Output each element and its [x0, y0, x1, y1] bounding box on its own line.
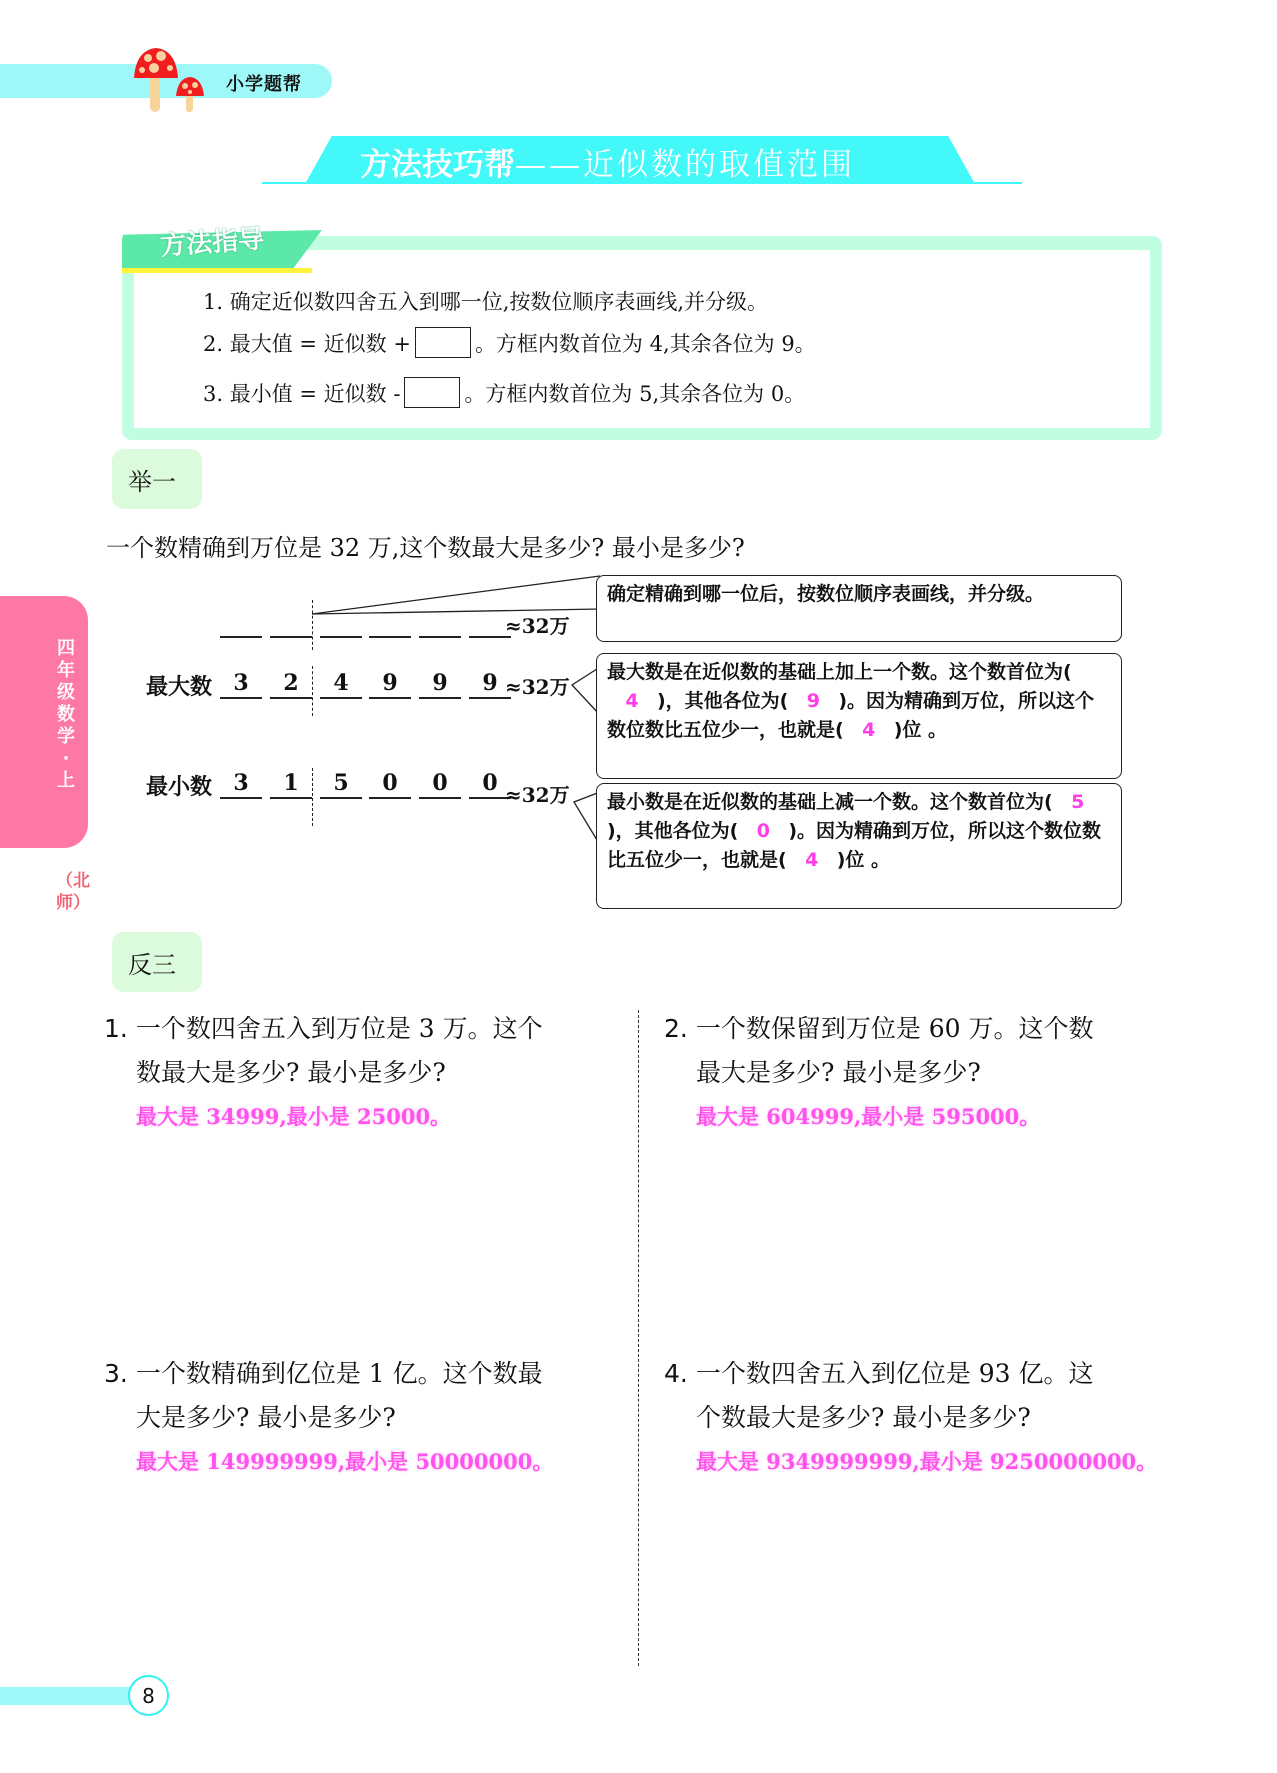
problem-text: 数最大是多少? 最小是多少? [136, 1058, 446, 1087]
method-line-1 [203, 286, 768, 316]
digit: 5 [333, 770, 349, 796]
digit-blank [419, 636, 461, 638]
callout-text: )。因为精确到万位，所以这个数位数比五位少一，也就是( [607, 690, 1095, 741]
digit: 9 [482, 670, 498, 696]
callout-min [596, 783, 1122, 909]
page-number: 8 [128, 1675, 169, 1716]
problem-answer: 最大是 604999,最小是 595000。 [696, 1104, 1041, 1129]
callout-text: )，其他各位为( [657, 690, 789, 712]
method-line-2-prefix: 2. 最大值 = 近似数 + [203, 331, 411, 356]
grade-label: 四年级数学·上 [57, 638, 75, 791]
method-tab-accent [122, 268, 312, 273]
callout-text: )位 。 [836, 849, 890, 871]
problem-number: 1. [104, 1014, 128, 1043]
digit: 3 [233, 670, 249, 696]
example-section-label: 举一 [112, 449, 202, 509]
method-line-2 [203, 327, 816, 358]
title-sub: 近似数的取值范围 [583, 147, 855, 183]
problem-text: 个数最大是多少? 最小是多少? [696, 1403, 1031, 1432]
digit-blank [270, 636, 312, 638]
digit: 0 [482, 770, 498, 796]
max-number-label: 最大数 [146, 675, 213, 700]
problem-text: 最大是多少? 最小是多少? [696, 1058, 981, 1087]
problem-answer: 最大是 149999999,最小是 50000000。 [136, 1449, 554, 1474]
callout-step1 [596, 575, 1122, 642]
digit-blank [320, 636, 362, 638]
problem-text: 大是多少? 最小是多少? [136, 1403, 396, 1432]
answer-value: 4 [862, 719, 876, 741]
divider-dashed [312, 768, 313, 826]
answer-value: 4 [625, 690, 639, 712]
digit-blank [320, 797, 362, 799]
blank-box [404, 377, 460, 408]
digit: 3 [233, 770, 249, 796]
digit-blank [369, 636, 411, 638]
digit-blank [270, 797, 312, 799]
problem-answer: 最大是 9349999999,最小是 9250000000。 [696, 1449, 1158, 1474]
problem-number: 2. [664, 1014, 688, 1043]
method-guide-label: 方法指导 [159, 224, 266, 262]
callout-text: )位 。 [893, 719, 947, 741]
page-bar [0, 1687, 134, 1705]
digit-blank [270, 697, 312, 699]
min-number-label: 最小数 [146, 775, 213, 800]
method-line-3 [203, 377, 805, 408]
callout-text: )。因为精确到万位，所以这个数位数比五位少一，也就是( [607, 820, 1102, 871]
approx-value: ≈32万 [505, 783, 570, 807]
callout-text: 最大数是在近似数的基础上加上一个数。这个数首位为( [607, 661, 1072, 683]
digit-blank [320, 697, 362, 699]
divider-dashed [312, 666, 313, 716]
digit-blank [419, 797, 461, 799]
digit: 2 [283, 670, 299, 696]
digit: 9 [382, 670, 398, 696]
problem-number: 3. [104, 1359, 128, 1388]
title-dash: —— [515, 147, 583, 183]
callout-step1-text: 确定精确到哪一位后，按数位顺序表画线，并分级。 [607, 583, 1045, 605]
digit: 9 [432, 670, 448, 696]
digit-blank [369, 797, 411, 799]
digit-blank [369, 697, 411, 699]
method-line-2-suffix: 。方框内数首位为 4,其余各位为 9。 [474, 331, 816, 356]
answer-value: 4 [805, 849, 819, 871]
problem-4 [664, 1352, 1224, 1484]
answer-value: 0 [756, 820, 770, 842]
problem-text: 一个数精确到亿位是 1 亿。这个数最 [135, 1359, 543, 1388]
digit-blank [220, 697, 262, 699]
digit-blank [220, 797, 262, 799]
approx-value: ≈32万 [505, 614, 570, 638]
method-line-3-suffix: 。方框内数首位为 5,其余各位为 0。 [464, 381, 806, 406]
edition-label: （北师） [56, 871, 90, 913]
callout-text: )，其他各位为( [607, 820, 739, 842]
digit: 4 [333, 670, 349, 696]
title-main: 方法技巧帮 [360, 147, 515, 183]
digit-blank [419, 697, 461, 699]
digit-blank [220, 636, 262, 638]
problem-number: 4. [664, 1359, 688, 1388]
problem-2 [664, 1007, 1204, 1139]
example-question: 一个数精确到万位是 32 万,这个数最大是多少? 最小是多少? [106, 534, 745, 562]
mushroom-logo-icon [128, 44, 228, 114]
problem-1 [104, 1007, 624, 1139]
problem-text: 一个数四舍五入到亿位是 93 亿。这 [695, 1359, 1094, 1388]
problem-answer: 最大是 34999,最小是 25000。 [136, 1104, 452, 1129]
digit: 1 [283, 770, 299, 796]
problem-3 [104, 1352, 624, 1484]
page-title [360, 139, 855, 184]
problem-text: 一个数四舍五入到万位是 3 万。这个 [135, 1014, 543, 1043]
problem-text: 一个数保留到万位是 60 万。这个数 [695, 1014, 1094, 1043]
answer-value: 5 [1071, 791, 1085, 813]
callout-text: 最小数是在近似数的基础上减一个数。这个数首位为( [607, 791, 1053, 813]
practice-section-label: 反三 [112, 932, 202, 992]
digit: 0 [382, 770, 398, 796]
approx-value: ≈32万 [505, 675, 570, 699]
method-line-1-text: 1. 确定近似数四舍五入到哪一位,按数位顺序表画线,并分级。 [203, 290, 769, 314]
callout-max [596, 653, 1122, 779]
digit: 0 [432, 770, 448, 796]
method-line-3-prefix: 3. 最小值 = 近似数 - [203, 381, 401, 406]
blank-box [415, 327, 471, 358]
callout-pointer [312, 575, 602, 615]
brand-name: 小学题帮 [226, 74, 302, 95]
column-divider [638, 1010, 639, 1666]
answer-value: 9 [806, 690, 820, 712]
